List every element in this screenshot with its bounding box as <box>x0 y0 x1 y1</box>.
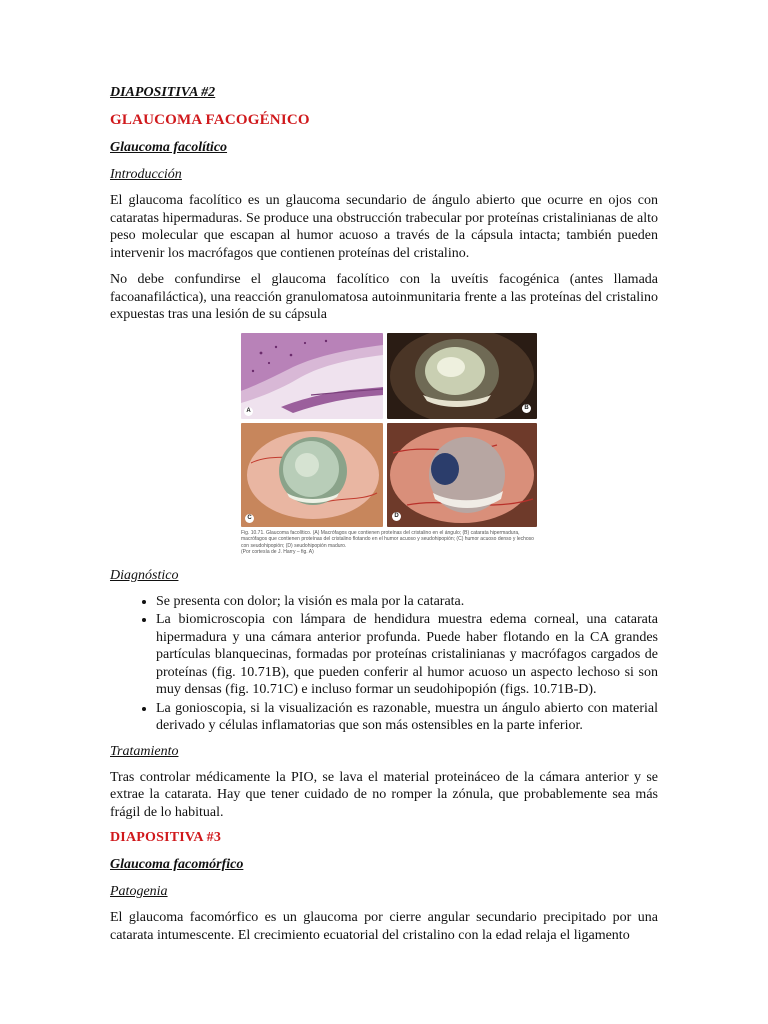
diagnosis-list <box>110 593 658 735</box>
slide-2-label: DIAPOSITIVA #2 <box>110 85 216 100</box>
figure-panel-c-milky-aqueous <box>241 423 383 527</box>
intro-paragraph-2: No debe confundirse el glaucoma facolítico con la uveítis facogénica (antes llamada facoanafiláctica), una reacción granulomatosa autoinmunitaria frente a las proteínas del cristalino expuestas tras una lesión de su cápsula <box>110 272 658 322</box>
diagnosis-item: • La biomicroscopia con lámpara de hendidura muestra edema corneal, una catarata hipermadura y una cámara anterior profunda. Puede haber flotando en la CA grandes partículas blanquecinas, formadas por proteínas cristalinianas y macrófagos cargados de proteínas (fig. 10.71B), que pueden conferir al humor acuoso un aspecto lechoso si son muy densas (fig. 10.71C) e incluso formar un seudohipopión (figs. 10.71B-D). <box>156 611 658 699</box>
pathogenesis-heading: Patogenia <box>110 884 168 899</box>
intro-heading: Introducción <box>110 167 182 182</box>
figure-credit: (Por cortesía de J. Harry – fig. A) <box>241 549 314 555</box>
treatment-paragraph: Tras controlar médicamente la PIO, se lava el material proteináceo de la cámara anterior y se extrae la catarata. Hay que tener cuidado de no romper la zónula, que probablemente sea más frágil de lo habitual. <box>110 769 658 820</box>
slide-3-subtitle: Glaucoma facomórfico <box>110 857 244 872</box>
pathogenesis-paragraph: El glaucoma facomórfico es un glaucoma por cierre angular secundario precipitado por una catarata intumescente. El crecimiento ecuatorial del cristalino con la edad relaja el ligamento <box>110 910 658 943</box>
diagnosis-heading: Diagnóstico <box>110 567 179 583</box>
figure-panel-a-histology <box>241 333 383 419</box>
panel-a-letter: A <box>244 407 253 416</box>
figure-panel-b-cataract <box>387 333 537 419</box>
treatment-heading: Tratamiento <box>110 743 179 759</box>
panel-d-letter: D <box>392 512 401 521</box>
figure-caption: Fig. 10.71. Glaucoma facolítico. (A) Macrófagos que contienen proteínas del cristalino en el ángulo; (B) catarata hipermadura, macrófagos que contienen proteínas del cristalino flotando en el humor acuoso y seudohipopión; (C) humor acuoso denso y lechoso con seudohipopión; (D) seudohipopión maduro. <box>241 529 534 549</box>
figure-panels <box>241 333 537 527</box>
clinical-figure <box>241 333 537 556</box>
diagnosis-item: • La gonioscopia, si la visualización es razonable, muestra un ángulo abierto con material derivado y células inflamatorias que son más ostensibles en la parte inferior. <box>156 700 658 735</box>
panel-b-letter: B <box>522 404 531 413</box>
panel-c-letter: C <box>245 514 254 523</box>
slide-2-title: GLAUCOMA FACOGÉNICO <box>110 112 310 128</box>
intro-paragraph-1: El glaucoma facolítico es un glaucoma secundario de ángulo abierto que ocurre en ojos con cataratas hipermaduras. Se produce una obstrucción trabecular por proteínas cristalinianas de alto peso molecular que escapan al humor acuoso a través de la cápsula intacta; también pueden intervenir los macrófagos que contienen proteínas del cristalino. <box>110 193 658 261</box>
diagnosis-item: • Se presenta con dolor; la visión es mala por la catarata. <box>156 593 658 611</box>
slide-2-subtitle: Glaucoma facolítico <box>110 140 228 155</box>
figure-panel-d-pseudohypopyon <box>387 423 537 527</box>
slide-3-label: DIAPOSITIVA #3 <box>110 830 222 845</box>
